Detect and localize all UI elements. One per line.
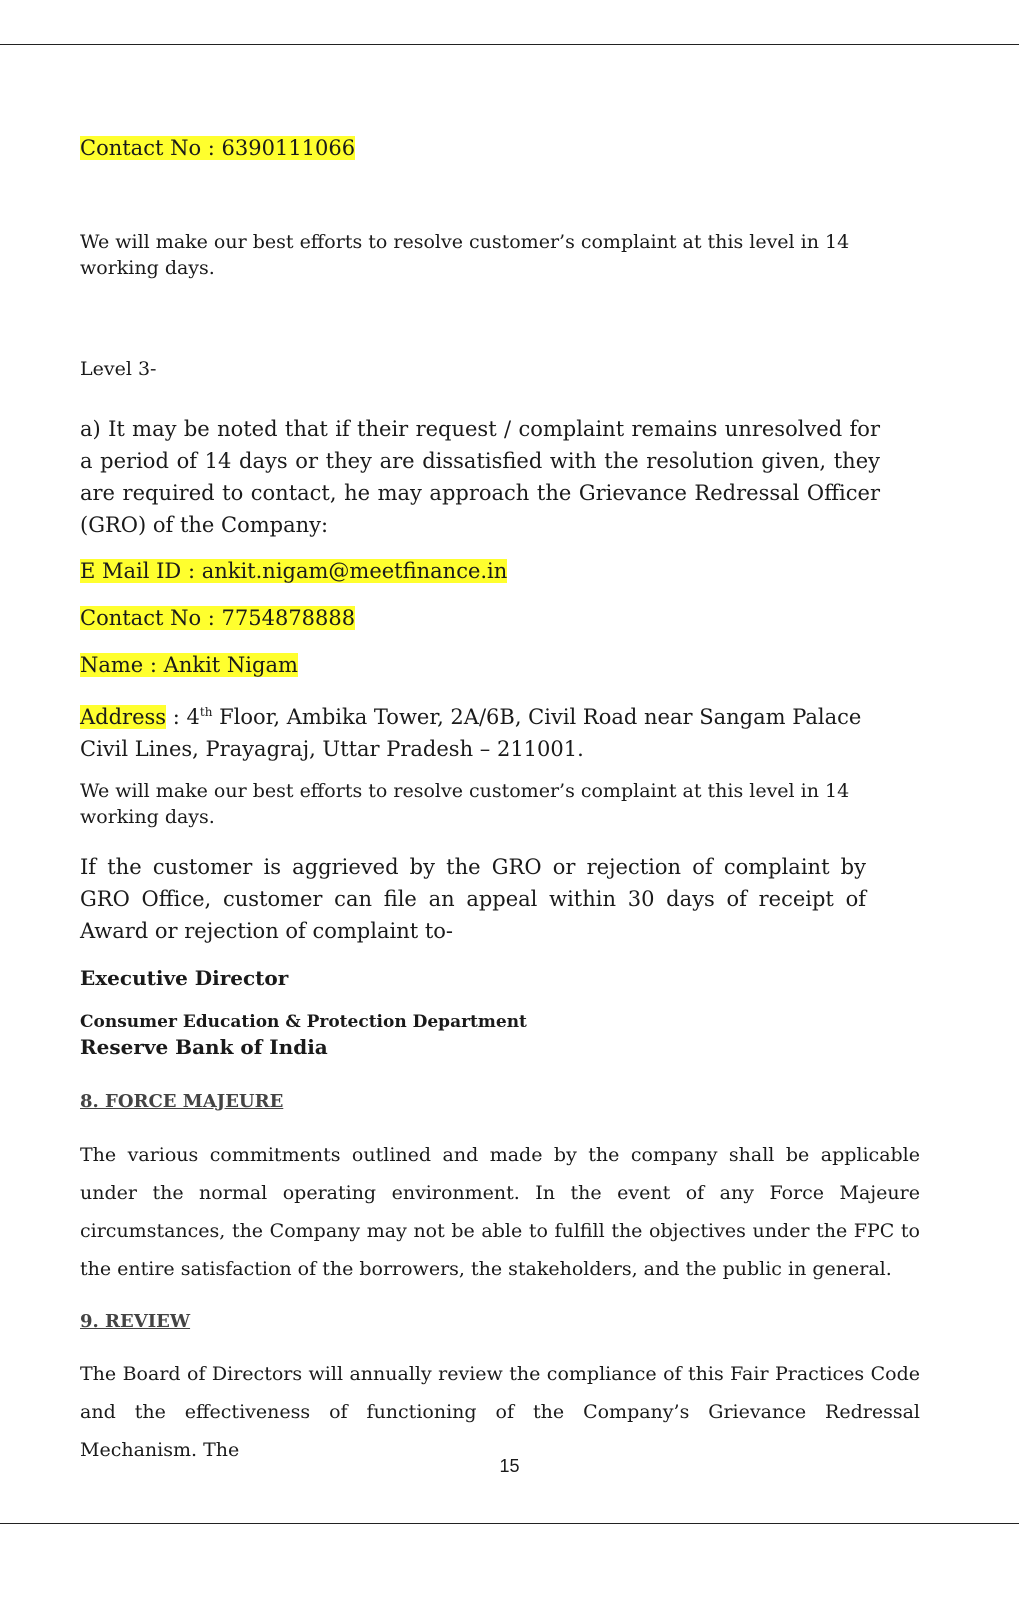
level3-intro: a) It may be noted that if their request / complaint remains unresolved for a period of 14 days or they are dissatisfied with the resolution given, they are required to contact, he may approach the Grievance Redressal Officer (GRO) of the Company: [80,417,880,537]
highlighted-text: Contact No : 6390111066 [80,136,356,160]
address-pre: : 4 [166,705,200,729]
bottom-rule [0,1523,1019,1524]
highlighted-text: E Mail ID : ankit.nigam@meetfinance.in [80,559,508,583]
review-heading: 9. REVIEW [80,1311,191,1332]
appeal-department: Consumer Education & Protection Department [80,1012,527,1032]
address-label: Address [80,705,167,729]
gro-name [80,649,298,681]
appeal-text: If the customer is aggrieved by the GRO or rejection of complaint by GRO Office, customer can file an appeal within 30 days of receipt of Award or rejection of complaint to- [80,855,866,943]
top-rule [0,44,1019,45]
appeal-recipient-title: Executive Director [80,966,289,990]
level3-resolution: We will make our best efforts to resolve customer’s complaint at this level in 14 working days. [80,780,850,828]
level2-contact [80,132,355,164]
review-body: The Board of Directors will annually review the compliance of this Fair Practices Code and the effectiveness of functioning of the Company’s Grievance Redressal Mechanism. The [80,1363,920,1461]
highlighted-text: Name : Ankit Nigam [80,653,298,677]
force-majeure-body: The various commitments outlined and made by the company shall be applicable under the normal operating environment. In the event of any Force Majeure circumstances, the Company may not be able to fulfill the objectives under the FPC to the entire satisfaction of the borrowers, the stakeholders, and the public in general. [80,1144,920,1280]
gro-address [80,696,880,765]
level3-heading: Level 3- [80,358,157,380]
page-number: 15 [499,1456,520,1476]
level2-resolution: We will make our best efforts to resolve customer’s complaint at this level in 14 working days. [80,231,850,279]
address-post: Floor, Ambika Tower, 2A/6B, Civil Road near Sangam Palace Civil Lines, Prayagraj, Uttar Pradesh – 211001. [80,705,862,761]
gro-contact [80,602,355,634]
address-sup: th [199,705,213,719]
force-majeure-heading: 8. FORCE MAJEURE [80,1091,284,1112]
appeal-organization: Reserve Bank of India [80,1035,328,1059]
gro-email [80,555,507,587]
highlighted-text: Contact No : 7754878888 [80,606,356,630]
